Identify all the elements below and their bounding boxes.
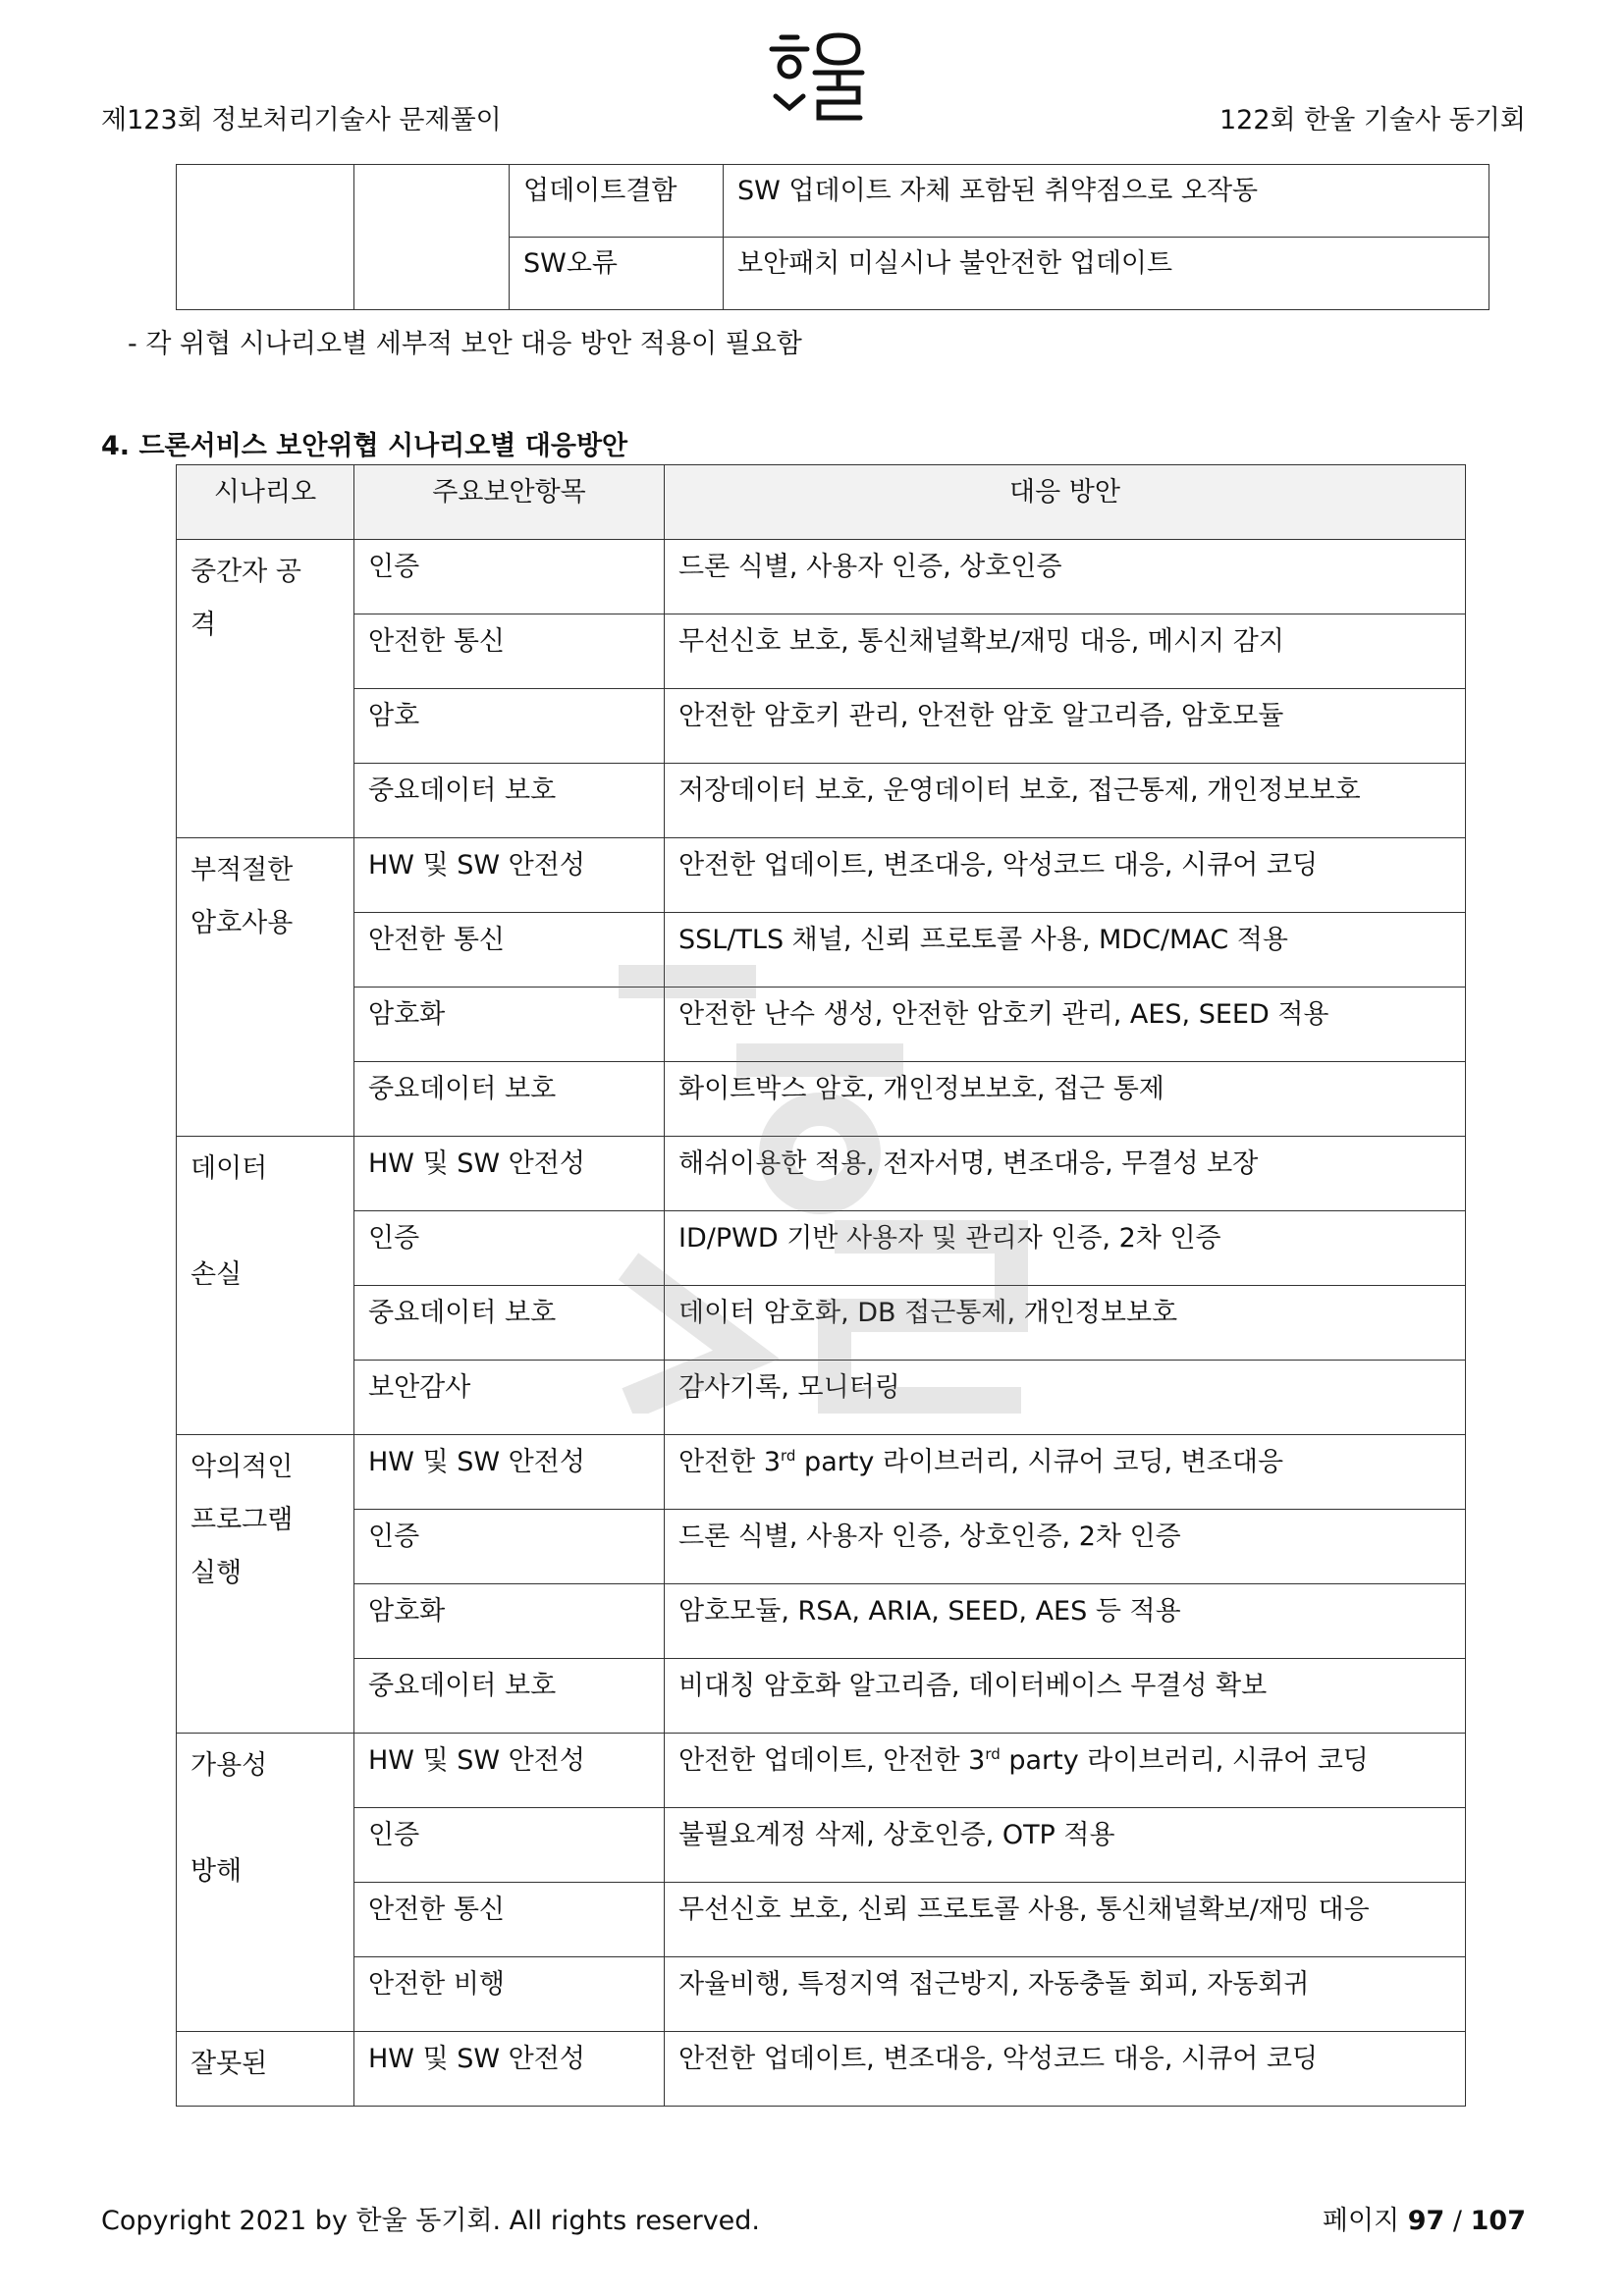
security-item-cell: 안전한 통신 (354, 913, 665, 988)
header-row (177, 465, 1466, 540)
security-item-cell: HW 및 SW 안전성 (354, 2032, 665, 2107)
security-item-cell: 인증 (354, 1808, 665, 1883)
table-row (177, 689, 1466, 764)
security-item-cell: 인증 (354, 1211, 665, 1286)
security-item-cell: HW 및 SW 안전성 (354, 1734, 665, 1808)
footer-copyright: Copyright 2021 by 한울 동기회. All rights reserved. (101, 2206, 761, 2236)
table-row (177, 1211, 1466, 1286)
previous-page-table (176, 164, 1489, 310)
table-row (177, 1286, 1466, 1361)
note-text: - 각 위협 시나리오별 세부적 보안 대응 방안 적용이 필요함 (128, 329, 802, 359)
measure-cell: 데이터 암호화, DB 접근통제, 개인정보보호 (665, 1286, 1466, 1361)
scenario-cell: 데이터 손실 (177, 1137, 354, 1435)
table-row (177, 1734, 1466, 1808)
section-title: 4. 드론서비스 보안위협 시나리오별 대응방안 (101, 431, 628, 461)
measure-cell: 해쉬이용한 적용, 전자서명, 변조대응, 무결성 보장 (665, 1137, 1466, 1211)
security-item-cell: 안전한 통신 (354, 614, 665, 689)
measure-cell: 자율비행, 특정지역 접근방지, 자동충돌 회피, 자동회귀 (665, 1957, 1466, 2032)
security-item-cell: 암호 (354, 689, 665, 764)
page-label: 페이지 (1322, 2206, 1400, 2236)
measure-cell: 화이트박스 암호, 개인정보보호, 접근 통제 (665, 1062, 1466, 1137)
security-item-cell: 안전한 통신 (354, 1883, 665, 1957)
page-total: 107 (1470, 2206, 1526, 2236)
scenario-cell: 잘못된 (177, 2032, 354, 2107)
scenario-cell: 부적절한 암호사용 (177, 838, 354, 1137)
measure-cell: 드론 식별, 사용자 인증, 상호인증, 2차 인증 (665, 1510, 1466, 1584)
column-header: 시나리오 (177, 465, 354, 540)
measure-cell: 저장데이터 보호, 운영데이터 보호, 접근통제, 개인정보보호 (665, 764, 1466, 838)
table-row (177, 913, 1466, 988)
table-row (177, 165, 1489, 238)
item-cell: 업데이트결함 (510, 165, 724, 238)
measure-cell: 비대칭 암호화 알고리즘, 데이터베이스 무결성 확보 (665, 1659, 1466, 1734)
measure-cell: 안전한 업데이트, 변조대응, 악성코드 대응, 시큐어 코딩 (665, 2032, 1466, 2107)
table-row (177, 540, 1466, 614)
column-header: 주요보안항목 (354, 465, 665, 540)
measure-cell: 안전한 업데이트, 변조대응, 악성코드 대응, 시큐어 코딩 (665, 838, 1466, 913)
measure-cell: 무선신호 보호, 통신채널확보/재밍 대응, 메시지 감지 (665, 614, 1466, 689)
measure-cell: 불필요계정 삭제, 상호인증, OTP 적용 (665, 1808, 1466, 1883)
item-cell: SW오류 (510, 238, 724, 310)
security-item-cell: HW 및 SW 안전성 (354, 1435, 665, 1510)
table-row (177, 1883, 1466, 1957)
desc-cell: 보안패치 미실시나 불안전한 업데이트 (724, 238, 1489, 310)
scenario-cell: 가용성 방해 (177, 1734, 354, 2032)
measure-cell: 안전한 난수 생성, 안전한 암호키 관리, AES, SEED 적용 (665, 988, 1466, 1062)
measure-cell: ID/PWD 기반 사용자 및 관리자 인증, 2차 인증 (665, 1211, 1466, 1286)
security-item-cell: 중요데이터 보호 (354, 1286, 665, 1361)
hanul-logo (768, 27, 866, 132)
table-row (177, 838, 1466, 913)
table-row (177, 764, 1466, 838)
table-row (177, 1062, 1466, 1137)
page-separator: / (1452, 2206, 1463, 2236)
security-item-cell: 암호화 (354, 988, 665, 1062)
empty-cell (177, 165, 354, 310)
table-row (177, 988, 1466, 1062)
empty-cell (354, 165, 510, 310)
security-item-cell: HW 및 SW 안전성 (354, 1137, 665, 1211)
table-row (177, 2032, 1466, 2107)
security-item-cell: 인증 (354, 540, 665, 614)
measure-cell: 안전한 암호키 관리, 안전한 암호 알고리즘, 암호모듈 (665, 689, 1466, 764)
table-row (177, 614, 1466, 689)
scenario-table (176, 464, 1466, 2107)
table-row (177, 1584, 1466, 1659)
page-current: 97 (1407, 2206, 1445, 2236)
security-item-cell: HW 및 SW 안전성 (354, 838, 665, 913)
security-item-cell: 중요데이터 보호 (354, 1659, 665, 1734)
table-row (177, 1808, 1466, 1883)
measure-cell: 무선신호 보호, 신뢰 프로토콜 사용, 통신채널확보/재밍 대응 (665, 1883, 1466, 1957)
security-item-cell: 인증 (354, 1510, 665, 1584)
column-header: 대응 방안 (665, 465, 1466, 540)
desc-cell: SW 업데이트 자체 포함된 취약점으로 오작동 (724, 165, 1489, 238)
header-left-title: 제123회 정보처리기술사 문제풀이 (101, 105, 502, 135)
page-indicator (1323, 2199, 1526, 2237)
table-row (177, 1510, 1466, 1584)
scenario-cell: 악의적인 프로그램 실행 (177, 1435, 354, 1734)
measure-cell: 드론 식별, 사용자 인증, 상호인증 (665, 540, 1466, 614)
measure-cell: 안전한 업데이트, 안전한 3rd party 라이브러리, 시큐어 코딩 (665, 1734, 1466, 1808)
measure-cell: SSL/TLS 채널, 신뢰 프로토콜 사용, MDC/MAC 적용 (665, 913, 1466, 988)
table-row (177, 1957, 1466, 2032)
measure-cell: 암호모듈, RSA, ARIA, SEED, AES 등 적용 (665, 1584, 1466, 1659)
security-item-cell: 보안감사 (354, 1361, 665, 1435)
scenario-cell: 중간자 공 격 (177, 540, 354, 838)
security-item-cell: 암호화 (354, 1584, 665, 1659)
security-item-cell: 중요데이터 보호 (354, 1062, 665, 1137)
table-row (177, 1361, 1466, 1435)
header-right-title: 122회 한울 기술사 동기회 (1218, 105, 1526, 135)
measure-cell: 안전한 3rd party 라이브러리, 시큐어 코딩, 변조대응 (665, 1435, 1466, 1510)
security-item-cell: 안전한 비행 (354, 1957, 665, 2032)
table-row (177, 1137, 1466, 1211)
security-item-cell: 중요데이터 보호 (354, 764, 665, 838)
table-row (177, 1659, 1466, 1734)
measure-cell: 감사기록, 모니터링 (665, 1361, 1466, 1435)
table-row (177, 1435, 1466, 1510)
